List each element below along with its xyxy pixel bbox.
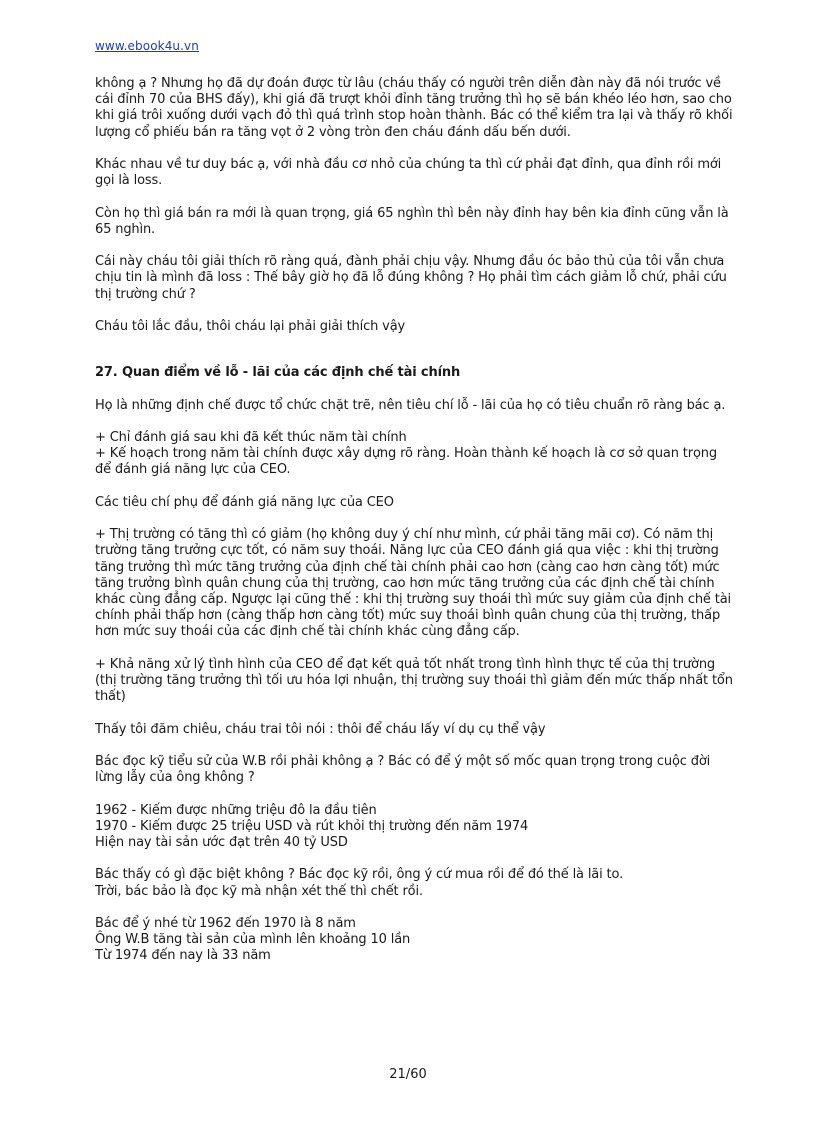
sub-criteria-item: + Khả năng xử lý tình hình của CEO để đạt kết quả tốt nhất trong tình hình thực tế của thị trường (thị trường tăng trưởng thì tối ưu hóa lợi nhuận, thị trường suy thoái thì giảm đến mức thấp nhất tổn thất)	[95, 656, 733, 705]
paragraph: Khác nhau về tư duy bác ạ, với nhà đầu cơ nhỏ của chúng ta thì cứ phải đạt đỉnh, qua đỉnh rồi mới gọi là loss.	[95, 157, 722, 189]
criteria-list	[95, 430, 735, 479]
paragraph: Cái này cháu tôi giải thích rõ ràng quá, đành phải chịu vậy. Nhưng đầu óc bảo thủ của tôi vẫn chưa chịu tin là mình đã loss : Thế bây giờ họ đã lỗ đúng không ? Họ phải tìm cách giảm lỗ chứ, phải cứu thị trường chứ ?	[95, 254, 727, 302]
paragraph: Thấy tôi đăm chiêu, cháu trai tôi nói : thôi để cháu lấy ví dụ cụ thể vậy	[95, 721, 546, 737]
document-body	[95, 76, 735, 981]
reply-line: Bác thấy có gì đặc biệt không ? Bác đọc kỹ rồi, ông ý cứ mua rồi để đó thế là lãi to.	[95, 867, 624, 883]
paragraph: không ạ ? Nhưng họ đã dự đoán được từ lâu (cháu thấy có người trên diễn đàn này đã nói trước về cái đỉnh 70 của BHS đấy), khi giá đã trượt khỏi đỉnh tăng trưởng thì họ sẽ bán khéo léo hơn, sao cho khi giá trôi xuống dưới vạch đỏ thì quá trình stop hoàn thành. Bác có thể kiểm tra lại và thấy rõ khối lượng cổ phiếu bán ra tăng vọt ở 2 vòng tròn đen cháu đánh dấu bến dưới.	[95, 76, 733, 140]
paragraph: Cháu tôi lắc đầu, thôi cháu lại phải giải thích vậy	[95, 318, 406, 334]
site-link[interactable]: www.ebook4u.vn	[95, 39, 199, 53]
final-line: Từ 1974 đến nay là 33 năm	[95, 948, 271, 964]
final-line: Bác để ý nhé từ 1962 đến 1970 là 8 năm	[95, 915, 356, 931]
criteria-item: + Kế hoạch trong năm tài chính được xây dựng rõ ràng. Hoàn thành kế hoạch là cơ sở quan trọng để đánh giá năng lực của CEO.	[95, 446, 717, 478]
reply-block	[95, 867, 735, 899]
section-intro: Họ là những định chế được tổ chức chặt trẽ, nên tiêu chí lỗ - lãi của họ có tiêu chuẩn rõ ràng bác ạ.	[95, 397, 726, 413]
paragraph: Còn họ thì giá bán ra mới là quan trọng, giá 65 nghìn thì bên này đỉnh hay bên kia đỉnh cũng vẫn là 65 nghìn.	[95, 205, 729, 237]
reply-line: Trời, bác bảo là đọc kỹ mà nhận xét thế thì chết rồi.	[95, 883, 423, 899]
sub-criteria-title: Các tiêu chí phụ để đánh giá năng lực của CEO	[95, 494, 394, 510]
milestone-item: 1962 - Kiếm được những triệu đô la đầu tiên	[95, 802, 377, 818]
criteria-item: + Chỉ đánh giá sau khi đã kết thúc năm tài chính	[95, 429, 407, 445]
page-number: 21/60	[389, 1067, 427, 1082]
section-heading: 27. Quan điểm về lỗ - lãi của các định chế tài chính	[95, 365, 461, 381]
sub-criteria-item: + Thị trường có tăng thì có giảm (họ không duy ý chí như mình, cứ phải tăng mãi cơ). Có năm thị trường tăng trưởng cực tốt, có năm suy thoái. Năng lực của CEO đánh giá qua việc : khi thị trường tăng trưởng thì mức tăng trưởng của định chế tài chính phải cao hơn (càng cao hơn càng tốt) mức tăng trưởng bình quân chung của thị trường, cao hơn mức tăng trưởng của các định chế tài chính khác cùng đẳng cấp. Ngược lại cũng thế : khi thị trường suy thoái thì mức suy giảm của định chế tài chính phải thấp hơn (càng thấp hơn càng tốt) mức suy thoái bình quân chung của thị trường, thấp hơn mức suy thoái của các định chế tài chính khác cùng đẳng cấp.	[95, 527, 731, 640]
final-line: Ông W.B tăng tài sản của mình lên khoảng 10 lần	[95, 932, 411, 948]
milestone-list	[95, 803, 735, 852]
paragraph: Bác đọc kỹ tiểu sử của W.B rồi phải không ạ ? Bác có để ý một số mốc quan trọng trong cuộc đời lừng lẫy của ông không ?	[95, 753, 711, 786]
final-block	[95, 916, 735, 965]
milestone-item: Hiện nay tài sản ước đạt trên 40 tỷ USD	[95, 834, 348, 850]
milestone-item: 1970 - Kiếm được 25 triệu USD và rút khỏi thị trường đến năm 1974	[95, 818, 529, 834]
